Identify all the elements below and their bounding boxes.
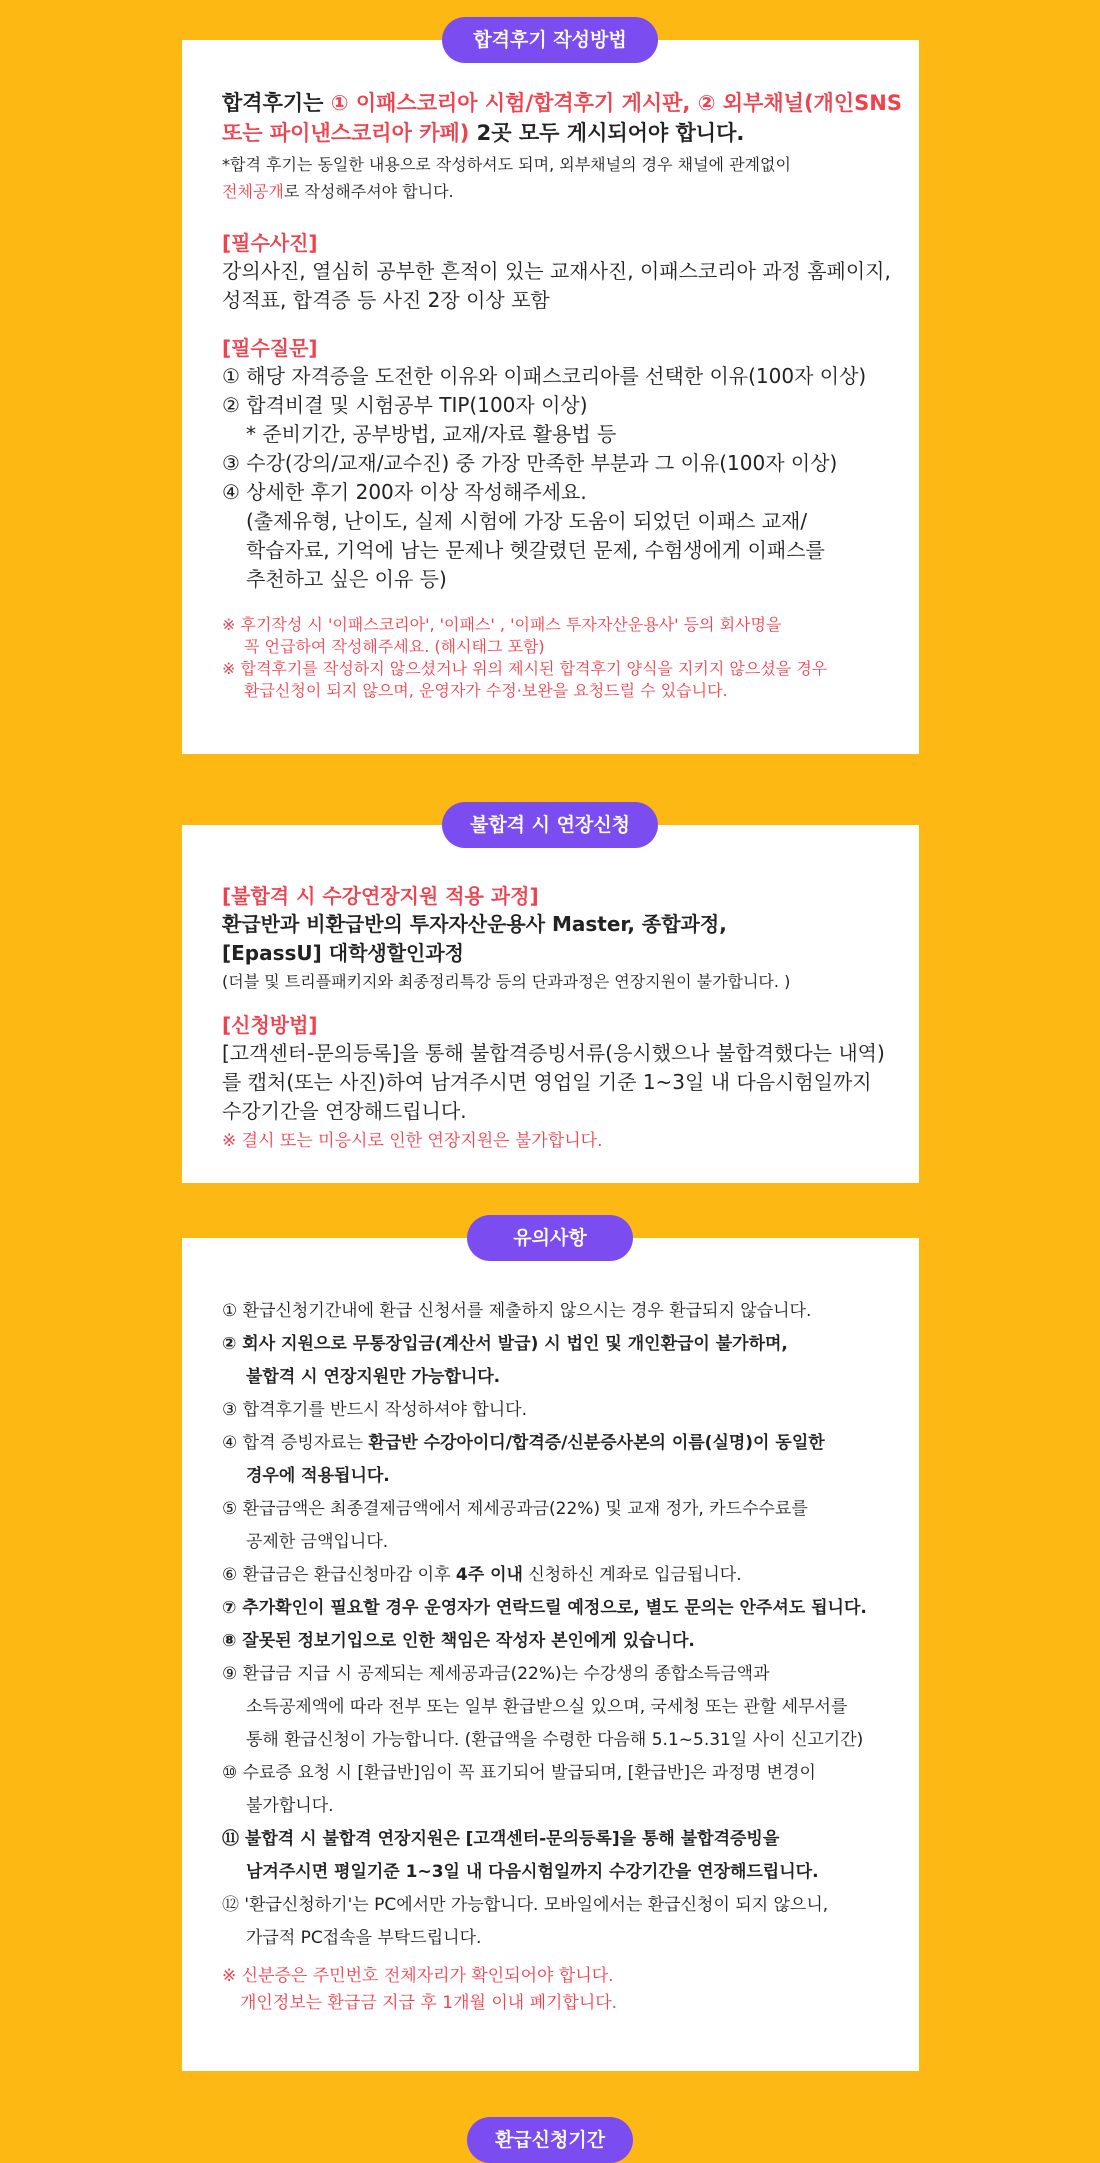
notice-10b: 불가합니다. (246, 1796, 334, 1816)
notice-2b: 불합격 시 연장지원만 가능합니다. (246, 1367, 501, 1387)
question-1: ① 해당 자격증을 도전한 이유와 이패스코리아를 선택한 이유(100자 이상) (222, 364, 867, 388)
question-4-detail-1: (출제유형, 난이도, 실제 시험에 가장 도움이 되었던 이패스 교재/ (246, 509, 808, 533)
photos-heading: [필수사진] (222, 231, 318, 255)
notice-11a: ⑪ 불합격 시 불합격 연장지원은 [고객센터-문의등록]을 통해 불합격증빙을 (222, 1829, 780, 1849)
course-line-2: [EpassU] 대학생할인과정 (222, 941, 465, 965)
method-warning: ※ 결시 또는 미응시로 인한 연장지원은 불가합니다. (222, 1131, 603, 1151)
notice-warning-1: ※ 신분증은 주민번호 전체자리가 확인되어야 합니다. (222, 1966, 614, 1986)
photos-line-2: 성적표, 합격증 등 사진 2장 이상 포함 (222, 288, 550, 312)
notice-4b: 경우에 적용됩니다. (246, 1466, 390, 1486)
notice-9a: ⑨ 환급금 지급 시 공제되는 제세공과금(22%)는 수강생의 종합소득금액과 (222, 1664, 770, 1684)
section-title-extension: 불합격 시 연장신청 (442, 802, 658, 848)
question-2: ② 합격비결 및 시험공부 TIP(100자 이상) (222, 393, 588, 417)
review-warnings (222, 614, 879, 702)
warning-1a: ※ 후기작성 시 '이패스코리아', '이패스' , '이패스 투자자산운용사' 등의 회사명을 (222, 615, 782, 634)
notice-1: ① 환급신청기간내에 환급 신청서를 제출하지 않으시는 경우 환급되지 않습니다. (222, 1301, 812, 1321)
warning-2b: 환급신청이 되지 않으며, 운영자가 수정·보완을 요청드릴 수 있습니다. (244, 681, 728, 700)
course-note: (더블 및 트리플패키지와 최종정리특강 등의 단과과정은 연장지원이 불가합니다. ) (222, 972, 791, 991)
question-4-detail-3: 추천하고 싶은 이유 등) (246, 567, 447, 591)
section-title-refund-period: 환급신청기간 (467, 2117, 633, 2163)
notice-9b: 소득공제액에 따라 전부 또는 일부 환급받으실 있으며, 국세청 또는 관할 세무서를 (246, 1697, 848, 1717)
question-3: ③ 수강(강의/교재/교수진) 중 가장 만족한 부분과 그 이유(100자 이상) (222, 451, 838, 475)
notice-2a: ② 회사 지원으로 무통장입금(계산서 발급) 시 법인 및 개인환급이 불가하며, (222, 1334, 788, 1354)
question-4-detail-2: 학습자료, 기억에 남는 문제나 헷갈렸던 문제, 수험생에게 이패스를 (246, 538, 825, 562)
notice-card (182, 1238, 919, 2071)
note-line-2: 전체공개로 작성해주셔야 합니다. (222, 182, 454, 201)
notice-12b: 가급적 PC접속을 부탁드립니다. (246, 1928, 482, 1948)
notice-5a: ⑤ 환급금액은 최종결제금액에서 제세공과금(22%) 및 교재 정가, 카드수수료를 (222, 1499, 808, 1519)
section-title-review-method: 합격후기 작성방법 (442, 17, 658, 63)
notice-5b: 공제한 금액입니다. (246, 1532, 389, 1552)
notice-4a: ④ 합격 증빙자료는 환급반 수강아이디/합격증/신분증사본의 이름(실명)이 동일한 (222, 1433, 825, 1453)
review-method-card (182, 40, 919, 754)
notice-8: ⑧ 잘못된 정보기입으로 인한 책임은 작성자 본인에게 있습니다. (222, 1631, 695, 1651)
notice-6: ⑥ 환급금은 환급신청마감 이후 4주 이내 신청하신 계좌로 입금됩니다. (222, 1565, 742, 1585)
course-line-1: 환급반과 비환급반의 투자자산운용사 Master, 종합과정, (222, 912, 727, 936)
questions-heading: [필수질문] (222, 336, 318, 360)
notice-10a: ⑩ 수료증 요청 시 [환급반]임이 꼭 표기되어 발급되며, [환급반]은 과정명 변경이 (222, 1763, 816, 1783)
notice-warnings (222, 1963, 879, 2017)
method-line-3: 수강기간을 연장해드립니다. (222, 1099, 467, 1123)
notice-warning-2: 개인정보는 환급금 지급 후 1개월 이내 폐기합니다. (240, 1993, 618, 2013)
method-line-1: [고객센터-문의등록]을 통해 불합격증빙서류(응시했으나 불합격했다는 내역) (222, 1041, 885, 1065)
notice-7: ⑦ 추가확인이 필요할 경우 운영자가 연락드릴 예정으로, 별도 문의는 안주셔도 됩니다. (222, 1598, 867, 1618)
photos-line-1: 강의사진, 열심히 공부한 흔적이 있는 교재사진, 이패스코리아 과정 홈페이지, (222, 259, 891, 283)
note-line-1: *합격 후기는 동일한 내용으로 작성하셔도 되며, 외부채널의 경우 채널에 관계없이 (222, 155, 791, 174)
extension-card (182, 825, 919, 1183)
intro-line-2: 또는 파이낸스코리아 카페) 2곳 모두 게시되어야 합니다. (222, 121, 745, 145)
notice-3: ③ 합격후기를 반드시 작성하셔야 합니다. (222, 1400, 528, 1420)
notice-11b: 남겨주시면 평일기준 1~3일 내 다음시험일까지 수강기간을 연장해드립니다. (246, 1862, 819, 1882)
notice-12a: ⑫ '환급신청하기'는 PC에서만 가능합니다. 모바일에서는 환급신청이 되지 않으니, (222, 1895, 829, 1915)
intro-line-1: 합격후기는 ① 이패스코리아 시험/합격후기 게시판, ② 외부채널(개인SNS (222, 91, 902, 115)
method-heading: [신청방법] (222, 1013, 318, 1037)
section-title-notice: 유의사항 (467, 1215, 633, 1261)
warning-2a: ※ 합격후기를 작성하지 않으셨거나 위의 제시된 합격후기 양식을 지키지 않으셨을 경우 (222, 659, 828, 678)
warning-1b: 꼭 언급하여 작성해주세요. (해시태그 포함) (244, 637, 545, 656)
question-2-sub: * 준비기간, 공부방법, 교재/자료 활용법 등 (246, 422, 617, 446)
notice-9c: 통해 환급신청이 가능합니다. (환급액을 수령한 다음해 5.1~5.31일 사이 신고기간) (246, 1730, 864, 1750)
question-4: ④ 상세한 후기 200자 이상 작성해주세요. (222, 480, 587, 504)
method-line-2: 를 캡처(또는 사진)하여 남겨주시면 영업일 기준 1~3일 내 다음시험일까지 (222, 1070, 872, 1094)
course-heading: [불합격 시 수강연장지원 적용 과정] (222, 884, 539, 908)
